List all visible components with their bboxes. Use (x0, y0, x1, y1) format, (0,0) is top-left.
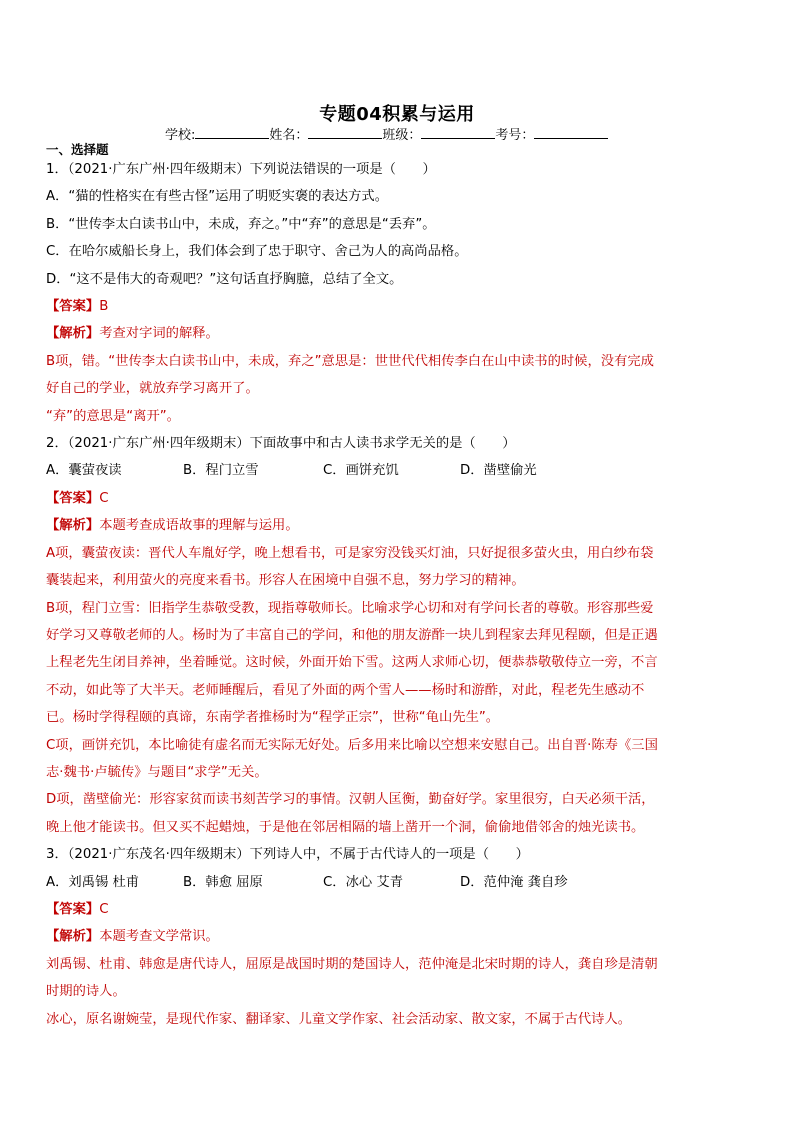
question-2-options (46, 457, 746, 484)
answer-tag: 【答案】 (46, 901, 100, 917)
question-3-option-c: C．冰心 艾青 (323, 874, 403, 890)
question-3-option-b: B．韩愈 屈原 (183, 874, 263, 890)
analysis-line: 志·魏书·卢毓传》与题目“求学”无关。 (46, 764, 268, 780)
analysis-line: B项，错。“世传李太白读书山中，未成，弃之”意思是：世世代代相传李白在山中读书的时候，没有完成 (46, 353, 654, 369)
answer-value: B (99, 299, 109, 315)
school-label: 学校: (165, 128, 196, 143)
question-3-option-d: D．范仲淹 龚自珍 (460, 874, 568, 890)
answer-value: C (99, 490, 109, 506)
question-3-stem: 3．（2021·广东茂名·四年级期末）下列诗人中，不属于古代诗人的一项是（ ） (46, 847, 529, 863)
analysis-intro: 考查对字词的解释。 (99, 326, 219, 342)
question-3-analysis (46, 923, 746, 950)
analysis-line: “弃”的意思是“离开”。 (46, 408, 180, 424)
analysis-tag: 【解析】 (46, 326, 100, 342)
answer-value: C (99, 901, 109, 917)
question-2-option-d: D．凿壁偷光 (460, 463, 537, 479)
name-label: 姓名： (269, 128, 309, 143)
answer-tag: 【答案】 (46, 490, 100, 506)
analysis-line: C项，画饼充饥，本比喻徒有虚名而无实际无好处。后多用来比喻以空想来安慰自己。出自晋·陈寿《三国 (46, 737, 658, 753)
student-info-line (165, 124, 608, 143)
analysis-line: B项，程门立雪：旧指学生恭敬受教，现指尊敬师长。比喻求学心切和对有学问长者的尊敬。形容那些爱 (46, 600, 654, 616)
question-2-stem: 2．（2021·广东广州·四年级期末）下面故事中和古人读书求学无关的是（ ） (46, 436, 516, 452)
analysis-line: 晚上他才能读书。但又买不起蜡烛，于是他在邻居相隔的墙上凿开一个洞，偷偷地借邻舍的烛光读书。 (46, 819, 645, 835)
analysis-intro: 本题考查成语故事的理解与运用。 (99, 518, 299, 534)
question-1-option-b: B．“世传李太白读书山中，未成，弃之。”中“弃”的意思是“丢弃”。 (46, 216, 436, 232)
analysis-line: A项，囊萤夜读：晋代人车胤好学，晚上想看书，可是家穷没钱买灯油，只好捉很多萤火虫，用白纱布袋 (46, 545, 654, 561)
question-1-option-c: C．在哈尔威船长身上，我们体会到了忠于职守、舍己为人的高尚品格。 (46, 244, 468, 260)
analysis-line: 时期的诗人。 (46, 984, 126, 1000)
analysis-intro: 本题考查文学常识。 (99, 929, 219, 945)
analysis-line: 好学习又尊敬老师的人。杨时为了丰富自己的学问，和他的朋友游酢一块儿到程家去拜见程颐，但是正遇 (46, 627, 658, 643)
analysis-tag: 【解析】 (46, 518, 100, 534)
exam-no-label: 考号： (495, 128, 535, 143)
question-2-option-c: C．画饼充饥 (323, 463, 399, 479)
analysis-line: D项，凿壁偷光：形容家贫而读书刻苦学习的事情。汉朝人匡衡，勤奋好学。家里很穷，白天必须干活， (46, 792, 655, 808)
question-3-answer (46, 896, 746, 923)
question-3-option-a: A．刘禹锡 杜甫 (46, 874, 140, 890)
class-label: 班级： (382, 128, 422, 143)
question-1-stem: 1．（2021·广东广州·四年级期末）下列说法错误的一项是（ ） (46, 162, 436, 177)
analysis-line: 上程老先生闭目养神，坐着睡觉。这时候，外面开始下雪。这两人求师心切，便恭恭敬敬侍立一旁，不言 (46, 655, 658, 671)
analysis-tag: 【解析】 (46, 929, 100, 945)
exam-no-blank[interactable] (534, 126, 608, 139)
question-1-analysis (46, 320, 746, 347)
question-2-analysis (46, 512, 746, 539)
section-heading: 一、选择题 (46, 142, 109, 157)
analysis-line: 刘禹锡、杜甫、韩愈是唐代诗人，屈原是战国时期的楚国诗人，范仲淹是北宋时期的诗人，龚自珍是清朝 (46, 956, 658, 972)
question-2-option-b: B．程门立雪 (183, 463, 259, 479)
analysis-line: 冰心，原名谢婉莹，是现代作家、翻译家、儿童文学作家、社会活动家、散文家，不属于古代诗人。 (46, 1011, 632, 1027)
analysis-line: 不动，如此等了大半天。老师睡醒后，看见了外面的两个雪人——杨时和游酢，对此，程老先生感动不 (46, 682, 645, 698)
analysis-line: 已。杨时学得程颐的真谛，东南学者推杨时为“程学正宗”，世称“龟山先生”。 (46, 710, 500, 726)
analysis-line: 好自己的学业，就放弃学习离开了。 (46, 381, 259, 397)
question-1-option-a: A．“猫的性格实在有些古怪”运用了明贬实褒的表达方式。 (46, 189, 388, 205)
class-blank[interactable] (421, 126, 495, 139)
analysis-line: 囊装起来，利用萤火的亮度来看书。形容人在困境中自强不息，努力学习的精神。 (46, 573, 525, 589)
question-1-answer (46, 293, 746, 320)
answer-tag: 【答案】 (46, 299, 100, 315)
question-3-options (46, 869, 746, 896)
question-2-answer (46, 485, 746, 512)
question-list (46, 156, 746, 1033)
question-2-option-a: A．囊萤夜读 (46, 463, 122, 479)
question-1-option-d: D．“这不是伟大的奇观吧？”这句话直抒胸臆，总结了全文。 (46, 271, 403, 287)
name-blank[interactable] (308, 126, 382, 139)
page-title: 专题04积累与运用 (319, 104, 475, 125)
school-blank[interactable] (195, 126, 269, 139)
